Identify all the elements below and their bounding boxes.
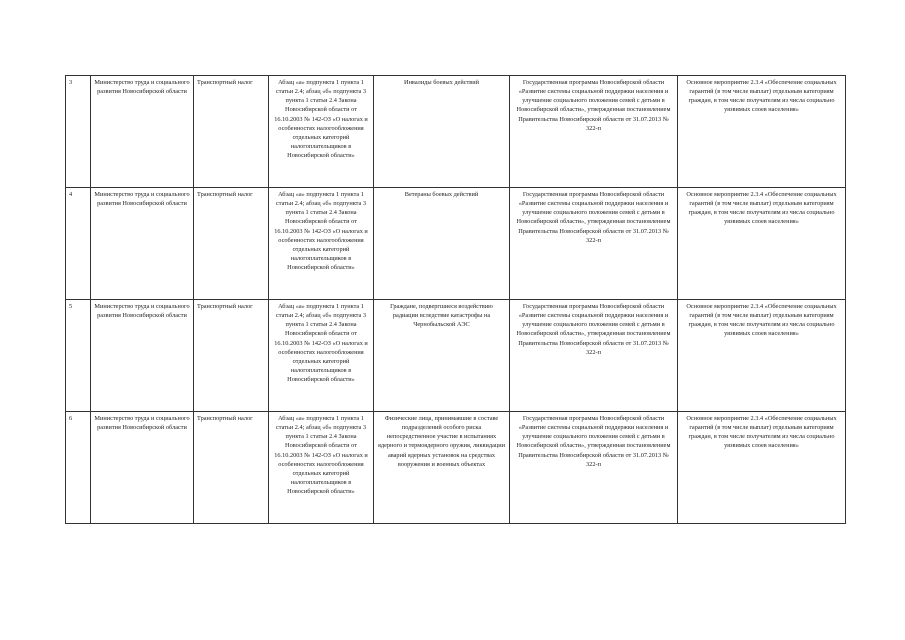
row-number: 6 xyxy=(66,412,91,524)
program-measure: Основное мероприятие 2.3.4 «Обеспечение социальных гарантий (в том числе выплат) отдельным категориям граждан, в том числе получателям из числа социально уязвимых слоев населения» xyxy=(678,76,846,188)
tax-name: Транспортный налог xyxy=(194,188,269,300)
table-row xyxy=(66,76,846,188)
program-measure: Основное мероприятие 2.3.4 «Обеспечение социальных гарантий (в том числе выплат) отдельным категориям граждан, в том числе получателям из числа социально уязвимых слоев населения» xyxy=(678,300,846,412)
state-program: Государственная программа Новосибирской области «Развитие системы социальной поддержки населения и улучшение социального положения семей с детьми в Новосибирской области», утвержденная постановлением Правительства Новосибирской области от 31.07.2013 № 322-п xyxy=(510,300,678,412)
tax-name: Транспортный налог xyxy=(194,300,269,412)
legal-norm: Абзац «а» подпункта 1 пункта 1 статьи 2.4; абзац «б» подпункта 3 пункта 1 статьи 2.4 Закона Новосибирской области от 16.10.2003 № 142-ОЗ «О налогах и особенностях налогообложения отдельных категорий налогоплательщиков в Новосибирской области» xyxy=(269,412,374,524)
row-number: 4 xyxy=(66,188,91,300)
legal-norm: Абзац «а» подпункта 1 пункта 1 статьи 2.4; абзац «б» подпункта 3 пункта 1 статьи 2.4 Закона Новосибирской области от 16.10.2003 № 142-ОЗ «О налогах и особенностях налогообложения отдельных категорий налогоплательщиков в Новосибирской области» xyxy=(269,76,374,188)
curator-ministry: Министерство труда и социального развития Новосибирской области xyxy=(91,412,194,524)
beneficiary-category: Физические лица, принимавшие в составе подразделений особого риска непосредственное участие в испытаниях ядерного и термоядерного оружия, ликвидации аварий ядерных установок на средствах вооружения и военных объектах xyxy=(374,412,510,524)
table-row xyxy=(66,412,846,524)
state-program: Государственная программа Новосибирской области «Развитие системы социальной поддержки населения и улучшение социального положения семей с детьми в Новосибирской области», утвержденная постановлением Правительства Новосибирской области от 31.07.2013 № 322-п xyxy=(510,412,678,524)
table-row xyxy=(66,188,846,300)
benefits-table xyxy=(65,75,846,524)
legal-norm: Абзац «а» подпункта 1 пункта 1 статьи 2.4; абзац «б» подпункта 3 пункта 1 статьи 2.4 Закона Новосибирской области от 16.10.2003 № 142-ОЗ «О налогах и особенностях налогообложения отдельных категорий налогоплательщиков в Новосибирской области» xyxy=(269,300,374,412)
curator-ministry: Министерство труда и социального развития Новосибирской области xyxy=(91,76,194,188)
program-measure: Основное мероприятие 2.3.4 «Обеспечение социальных гарантий (в том числе выплат) отдельным категориям граждан, в том числе получателям из числа социально уязвимых слоев населения» xyxy=(678,188,846,300)
beneficiary-category: Ветераны боевых действий xyxy=(374,188,510,300)
state-program: Государственная программа Новосибирской области «Развитие системы социальной поддержки населения и улучшение социального положения семей с детьми в Новосибирской области», утвержденная постановлением Правительства Новосибирской области от 31.07.2013 № 322-п xyxy=(510,76,678,188)
program-measure: Основное мероприятие 2.3.4 «Обеспечение социальных гарантий (в том числе выплат) отдельным категориям граждан, в том числе получателям из числа социально уязвимых слоев населения» xyxy=(678,412,846,524)
row-number: 5 xyxy=(66,300,91,412)
legal-norm: Абзац «а» подпункта 1 пункта 1 статьи 2.4; абзац «б» подпункта 3 пункта 1 статьи 2.4 Закона Новосибирской области от 16.10.2003 № 142-ОЗ «О налогах и особенностях налогообложения отдельных категорий налогоплательщиков в Новосибирской области» xyxy=(269,188,374,300)
table-row xyxy=(66,300,846,412)
tax-name: Транспортный налог xyxy=(194,412,269,524)
row-number: 3 xyxy=(66,76,91,188)
beneficiary-category: Инвалиды боевых действий xyxy=(374,76,510,188)
beneficiary-category: Граждане, подвергшиеся воздействию радиации вследствие катастрофы на Чернобыльской АЭС xyxy=(374,300,510,412)
curator-ministry: Министерство труда и социального развития Новосибирской области xyxy=(91,188,194,300)
tax-name: Транспортный налог xyxy=(194,76,269,188)
curator-ministry: Министерство труда и социального развития Новосибирской области xyxy=(91,300,194,412)
state-program: Государственная программа Новосибирской области «Развитие системы социальной поддержки населения и улучшение социального положения семей с детьми в Новосибирской области», утвержденная постановлением Правительства Новосибирской области от 31.07.2013 № 322-п xyxy=(510,188,678,300)
